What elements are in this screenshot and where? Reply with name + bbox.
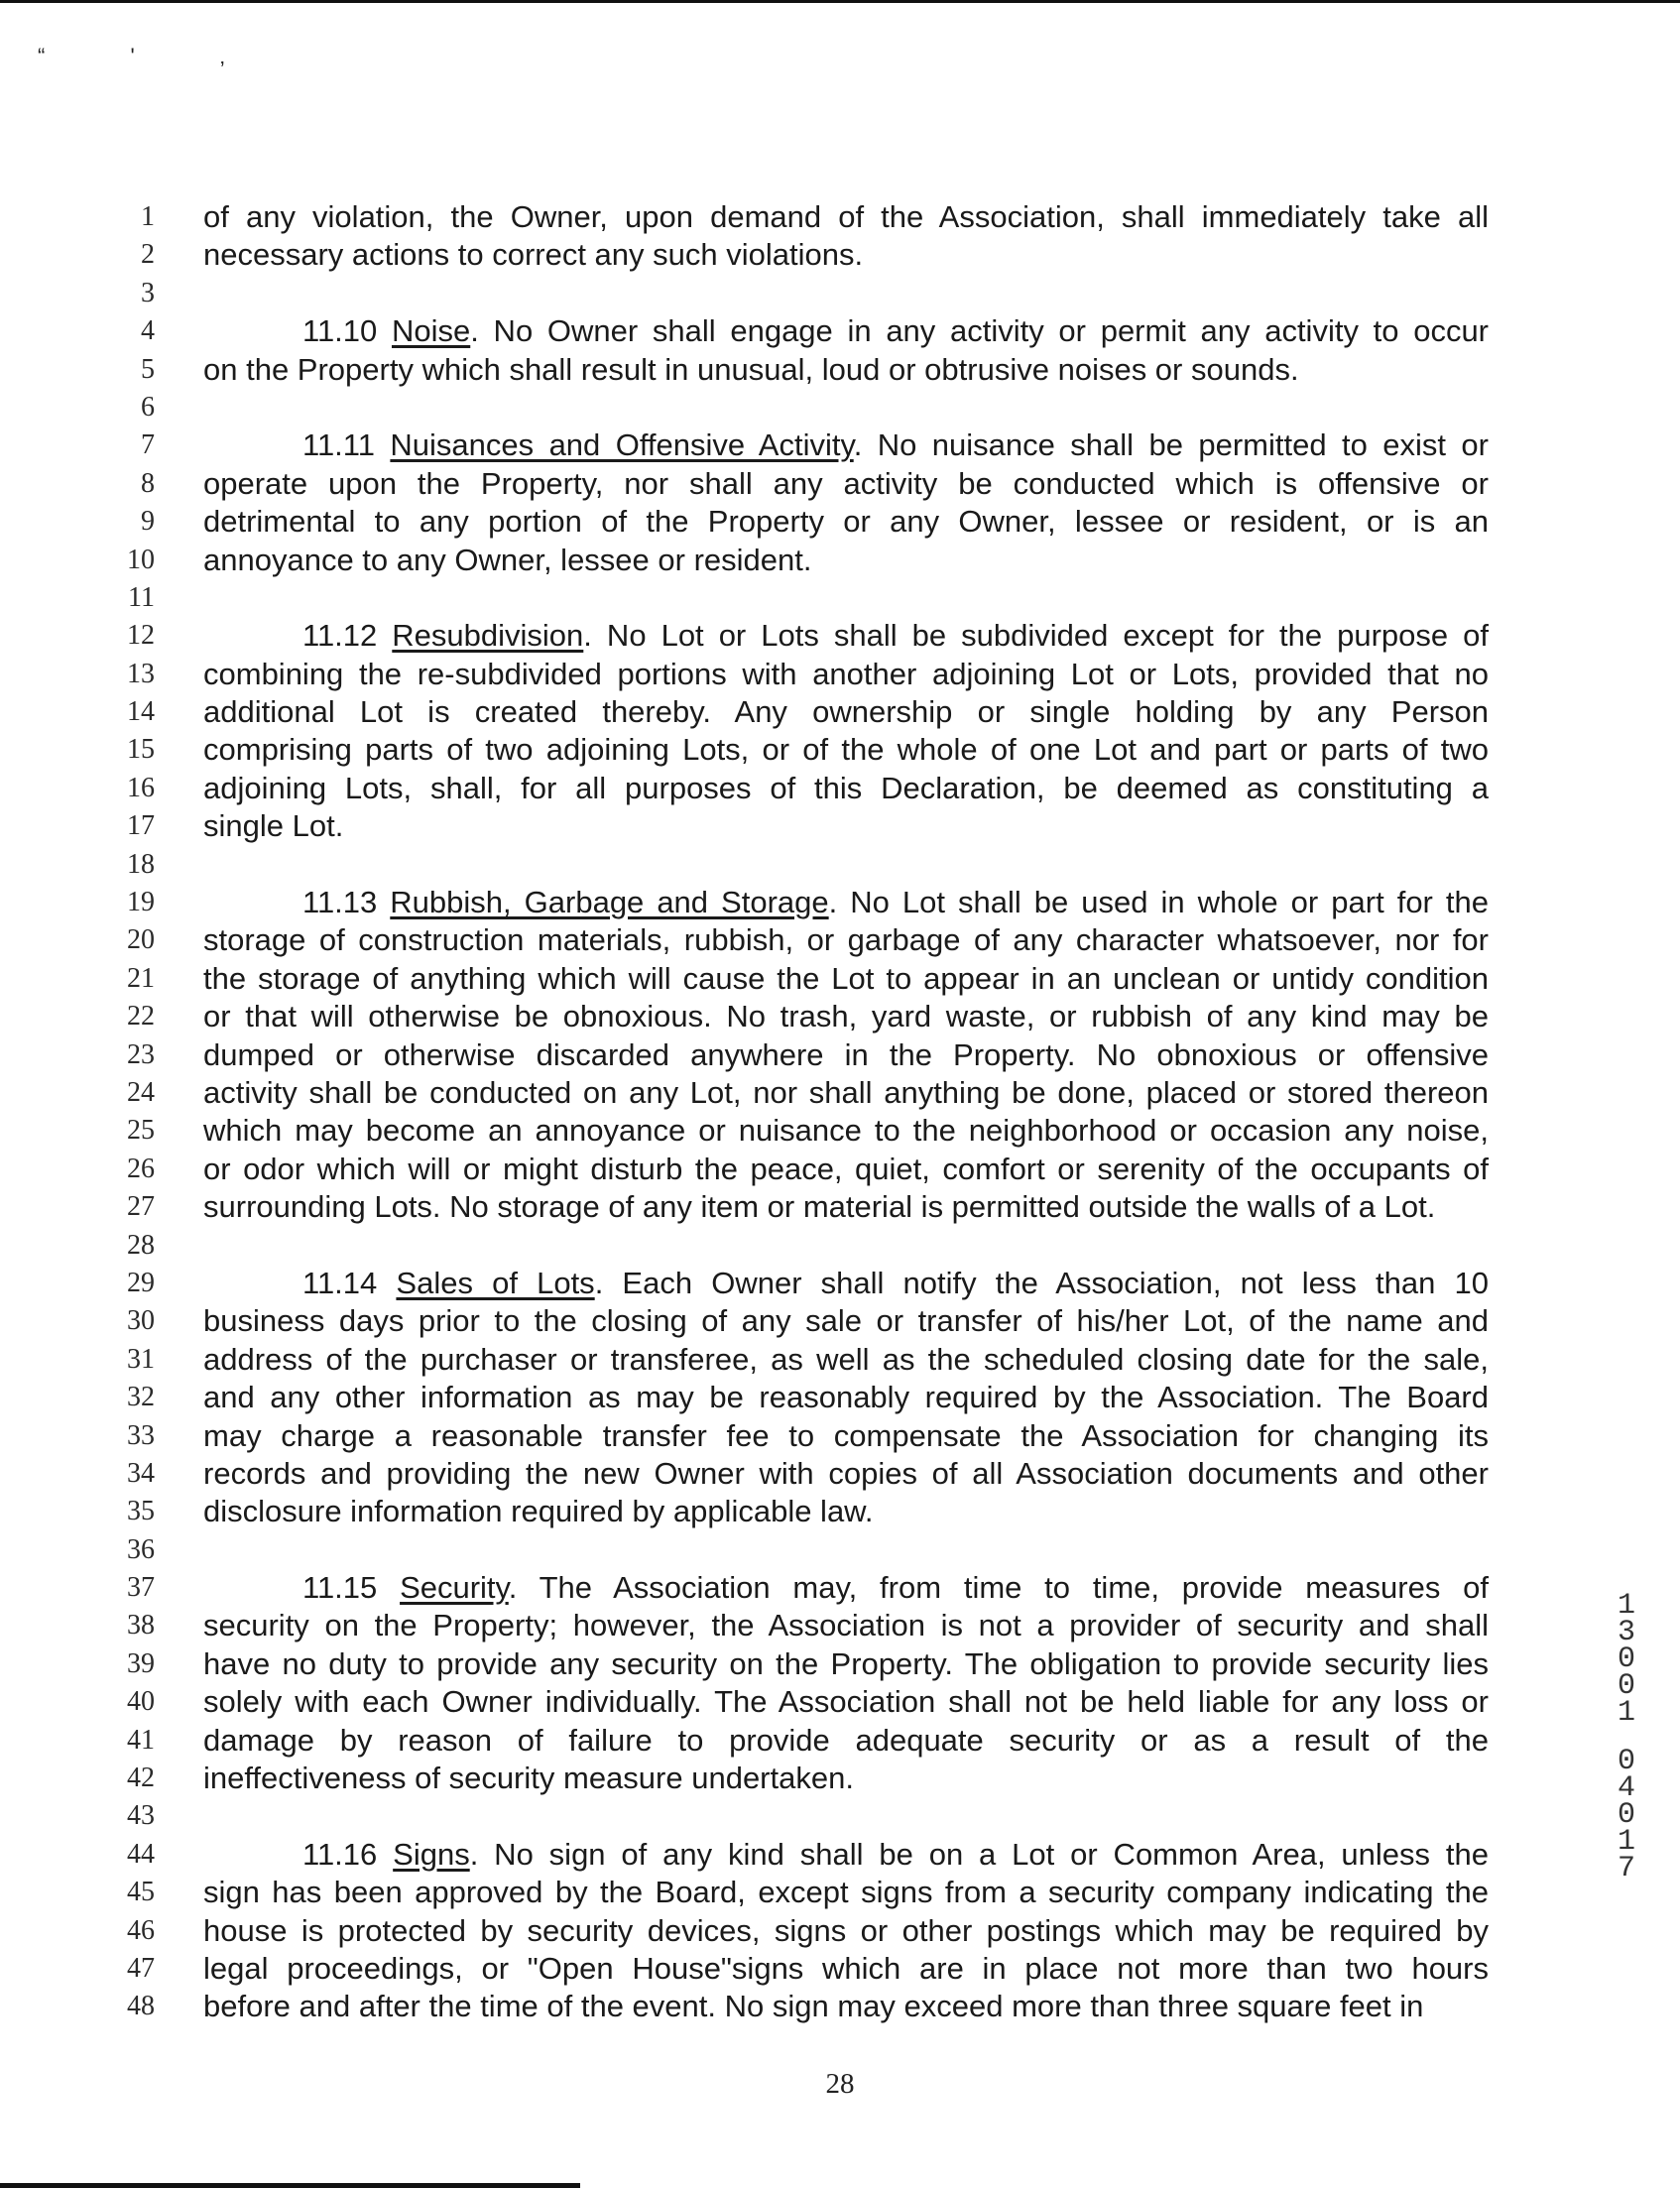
- text-line: comprising parts of two adjoining Lots, or of the whole of one Lot and part or parts of two: [203, 732, 1489, 768]
- scan-specks: “ ' ‚: [38, 44, 265, 68]
- line-number: 30: [127, 1305, 155, 1337]
- line-number: 37: [127, 1572, 155, 1604]
- line-number-column: [99, 198, 159, 2026]
- text-line: the storage of anything which will cause the Lot to appear in an unclean or untidy condition: [203, 960, 1489, 996]
- section-text: . No Owner shall engage in any activity or permit any activity to occur: [470, 313, 1490, 349]
- line-number: 15: [127, 734, 155, 766]
- line-number: 1: [141, 201, 155, 232]
- text-line: disclosure information required by applicable law.: [203, 1494, 874, 1529]
- text-line: solely with each Owner individually. The Association shall not be held liable for any loss or: [203, 1684, 1489, 1720]
- section-text: . No sign of any kind shall be on a Lot or Common Area, unless the: [469, 1836, 1490, 1872]
- scan-bottom-rule: [0, 2183, 580, 2188]
- document-body: [203, 198, 1489, 2026]
- line-number: 26: [127, 1153, 155, 1184]
- text-line: combining the re-subdivided portions with another adjoining Lot or Lots, provided that no: [203, 656, 1489, 691]
- text-line: storage of construction materials, rubbish, or garbage of any character whatsoever, nor for: [203, 922, 1489, 958]
- line-number: 33: [127, 1419, 155, 1451]
- line-number: 16: [127, 772, 155, 803]
- line-number: 2: [141, 239, 155, 271]
- line-number: 36: [127, 1533, 155, 1565]
- line-number: 43: [127, 1800, 155, 1832]
- text-line: or odor which will or might disturb the peace, quiet, comfort or serenity of the occupants of: [203, 1151, 1489, 1186]
- section-text: . No nuisance shall be permitted to exist or: [853, 427, 1489, 463]
- line-number: 11: [128, 581, 155, 613]
- text-line: [203, 1836, 1489, 1874]
- section-heading: Sales of Lots: [396, 1265, 595, 1300]
- text-line: necessary actions to correct any such violations.: [203, 237, 864, 273]
- line-number: 29: [127, 1267, 155, 1298]
- section-text: . Each Owner shall notify the Association, not less than 10: [594, 1265, 1490, 1300]
- line-number: 28: [127, 1229, 155, 1261]
- section-number: 11.12: [302, 618, 393, 654]
- text-line: [203, 579, 1489, 617]
- text-line: [203, 884, 1489, 921]
- line-number: 24: [127, 1076, 155, 1108]
- text-line: surrounding Lots. No storage of any item or material is permitted outside the walls of a Lot.: [203, 1189, 1436, 1225]
- text-line: additional Lot is created thereby. Any ownership or single holding by any Person: [203, 694, 1489, 730]
- line-number: 40: [127, 1686, 155, 1718]
- section-number: 11.14: [302, 1265, 397, 1300]
- line-number: 9: [141, 506, 155, 538]
- text-line: may charge a reasonable transfer fee to compensate the Association for changing its: [203, 1417, 1489, 1453]
- line-number: 17: [127, 810, 155, 842]
- text-line: [203, 426, 1489, 464]
- text-line: on the Property which shall result in unusual, loud or obtrusive noises or sounds.: [203, 351, 1299, 387]
- section-heading: Noise: [391, 313, 471, 349]
- text-line: annoyance to any Owner, lessee or resident.: [203, 542, 812, 577]
- section-text: . No Lot shall be used in whole or part for the: [828, 885, 1489, 920]
- text-line: [203, 1797, 1489, 1835]
- section-text: . The Association may, from time to time, provide measures of: [508, 1570, 1489, 1606]
- line-number: 48: [127, 1991, 155, 2022]
- text-line: and any other information as may be reasonably required by the Association. The Board: [203, 1380, 1489, 1415]
- section-number: 11.10: [302, 313, 392, 349]
- line-number: 46: [127, 1914, 155, 1946]
- text-line: business days prior to the closing of any sale or transfer of his/her Lot, of the name and: [203, 1303, 1489, 1339]
- line-number: 18: [127, 848, 155, 880]
- section-number: 11.13: [302, 885, 391, 920]
- line-number: 10: [127, 544, 155, 575]
- section-heading: Resubdivision: [392, 618, 584, 654]
- text-line: [203, 617, 1489, 655]
- section-heading: Rubbish, Garbage and Storage: [390, 885, 829, 920]
- text-line: of any violation, the Owner, upon demand of the Association, shall immediately take all: [203, 199, 1489, 234]
- text-line: activity shall be conducted on any Lot, nor shall anything be done, placed or stored thereon: [203, 1074, 1489, 1110]
- line-number: 45: [127, 1877, 155, 1908]
- line-number: 19: [127, 887, 155, 918]
- text-line: legal proceedings, or "Open House"signs which are in place not more than two hours: [203, 1950, 1489, 1986]
- text-line: [203, 1531, 1489, 1569]
- page-number: 28: [825, 2068, 855, 2100]
- text-line: detrimental to any portion of the Property or any Owner, lessee or resident, or is an: [203, 504, 1489, 540]
- side-stamp: [1607, 1589, 1646, 1885]
- text-line: [203, 312, 1489, 350]
- text-line: have no duty to provide any security on the Property. The obligation to provide security lies: [203, 1645, 1489, 1681]
- text-line: or that will otherwise be obnoxious. No trash, yard waste, or rubbish of any kind may be: [203, 999, 1489, 1034]
- line-number: 22: [127, 1001, 155, 1033]
- line-number: 32: [127, 1382, 155, 1413]
- text-line: house is protected by security devices, signs or other postings which may be required by: [203, 1912, 1489, 1948]
- text-line: records and providing the new Owner with copies of all Association documents and other: [203, 1455, 1489, 1491]
- line-number: 5: [141, 353, 155, 385]
- line-number: 47: [127, 1952, 155, 1984]
- line-number: 41: [127, 1724, 155, 1756]
- line-number: 3: [141, 277, 155, 308]
- section-text: . No Lot or Lots shall be subdivided except for the purpose of: [583, 618, 1489, 654]
- text-line: [203, 275, 1489, 312]
- text-line: ineffectiveness of security measure undertaken.: [203, 1761, 854, 1796]
- section-number: 11.15: [302, 1570, 401, 1606]
- line-number: 4: [141, 315, 155, 347]
- text-line: security on the Property; however, the Association is not a provider of security and shall: [203, 1608, 1489, 1643]
- line-number: 27: [127, 1191, 155, 1223]
- line-number: 21: [127, 962, 155, 994]
- line-number: 44: [127, 1838, 155, 1870]
- text-line: damage by reason of failure to provide adequate security or as a result of the: [203, 1722, 1489, 1758]
- line-number: 25: [127, 1115, 155, 1147]
- scan-top-border: [0, 0, 1680, 3]
- text-line: adjoining Lots, shall, for all purposes of this Declaration, be deemed as constituting a: [203, 770, 1489, 805]
- line-number: 31: [127, 1343, 155, 1375]
- line-number: 20: [127, 924, 155, 956]
- line-number: 39: [127, 1647, 155, 1679]
- text-line: dumped or otherwise discarded anywhere in the Property. No obnoxious or offensive: [203, 1036, 1489, 1072]
- text-line: [203, 1265, 1489, 1302]
- text-line: which may become an annoyance or nuisance to the neighborhood or occasion any noise,: [203, 1113, 1489, 1149]
- side-stamp-top: 1 3 0 0 1: [1617, 1589, 1635, 1730]
- line-number: 6: [141, 391, 155, 423]
- text-line: [203, 389, 1489, 426]
- text-line: address of the purchaser or transferee, as well as the scheduled closing date for the sale,: [203, 1341, 1489, 1377]
- section-heading: Signs: [393, 1836, 470, 1872]
- line-number: 12: [127, 620, 155, 652]
- line-number: 42: [127, 1763, 155, 1794]
- line-number: 35: [127, 1496, 155, 1527]
- line-number: 7: [141, 429, 155, 461]
- text-line: [203, 846, 1489, 884]
- text-line: sign has been approved by the Board, except signs from a security company indicating the: [203, 1875, 1489, 1910]
- text-line: [203, 1569, 1489, 1607]
- line-number: 34: [127, 1457, 155, 1489]
- line-number: 13: [127, 658, 155, 689]
- text-line: single Lot.: [203, 808, 344, 844]
- line-number: 23: [127, 1038, 155, 1070]
- section-heading: Security: [400, 1570, 509, 1606]
- side-stamp-bottom: 0 4 0 1 7: [1617, 1745, 1635, 1885]
- section-number: 11.16: [302, 1836, 394, 1872]
- line-number: 38: [127, 1610, 155, 1641]
- line-number: 8: [141, 467, 155, 499]
- line-number: 14: [127, 696, 155, 728]
- text-line: before and after the time of the event. No sign may exceed more than three square feet in: [203, 1989, 1424, 2024]
- section-number: 11.11: [302, 427, 391, 463]
- text-line: [203, 1227, 1489, 1265]
- text-line: operate upon the Property, nor shall any activity be conducted which is offensive or: [203, 465, 1489, 501]
- section-heading: Nuisances and Offensive Activity: [390, 427, 854, 463]
